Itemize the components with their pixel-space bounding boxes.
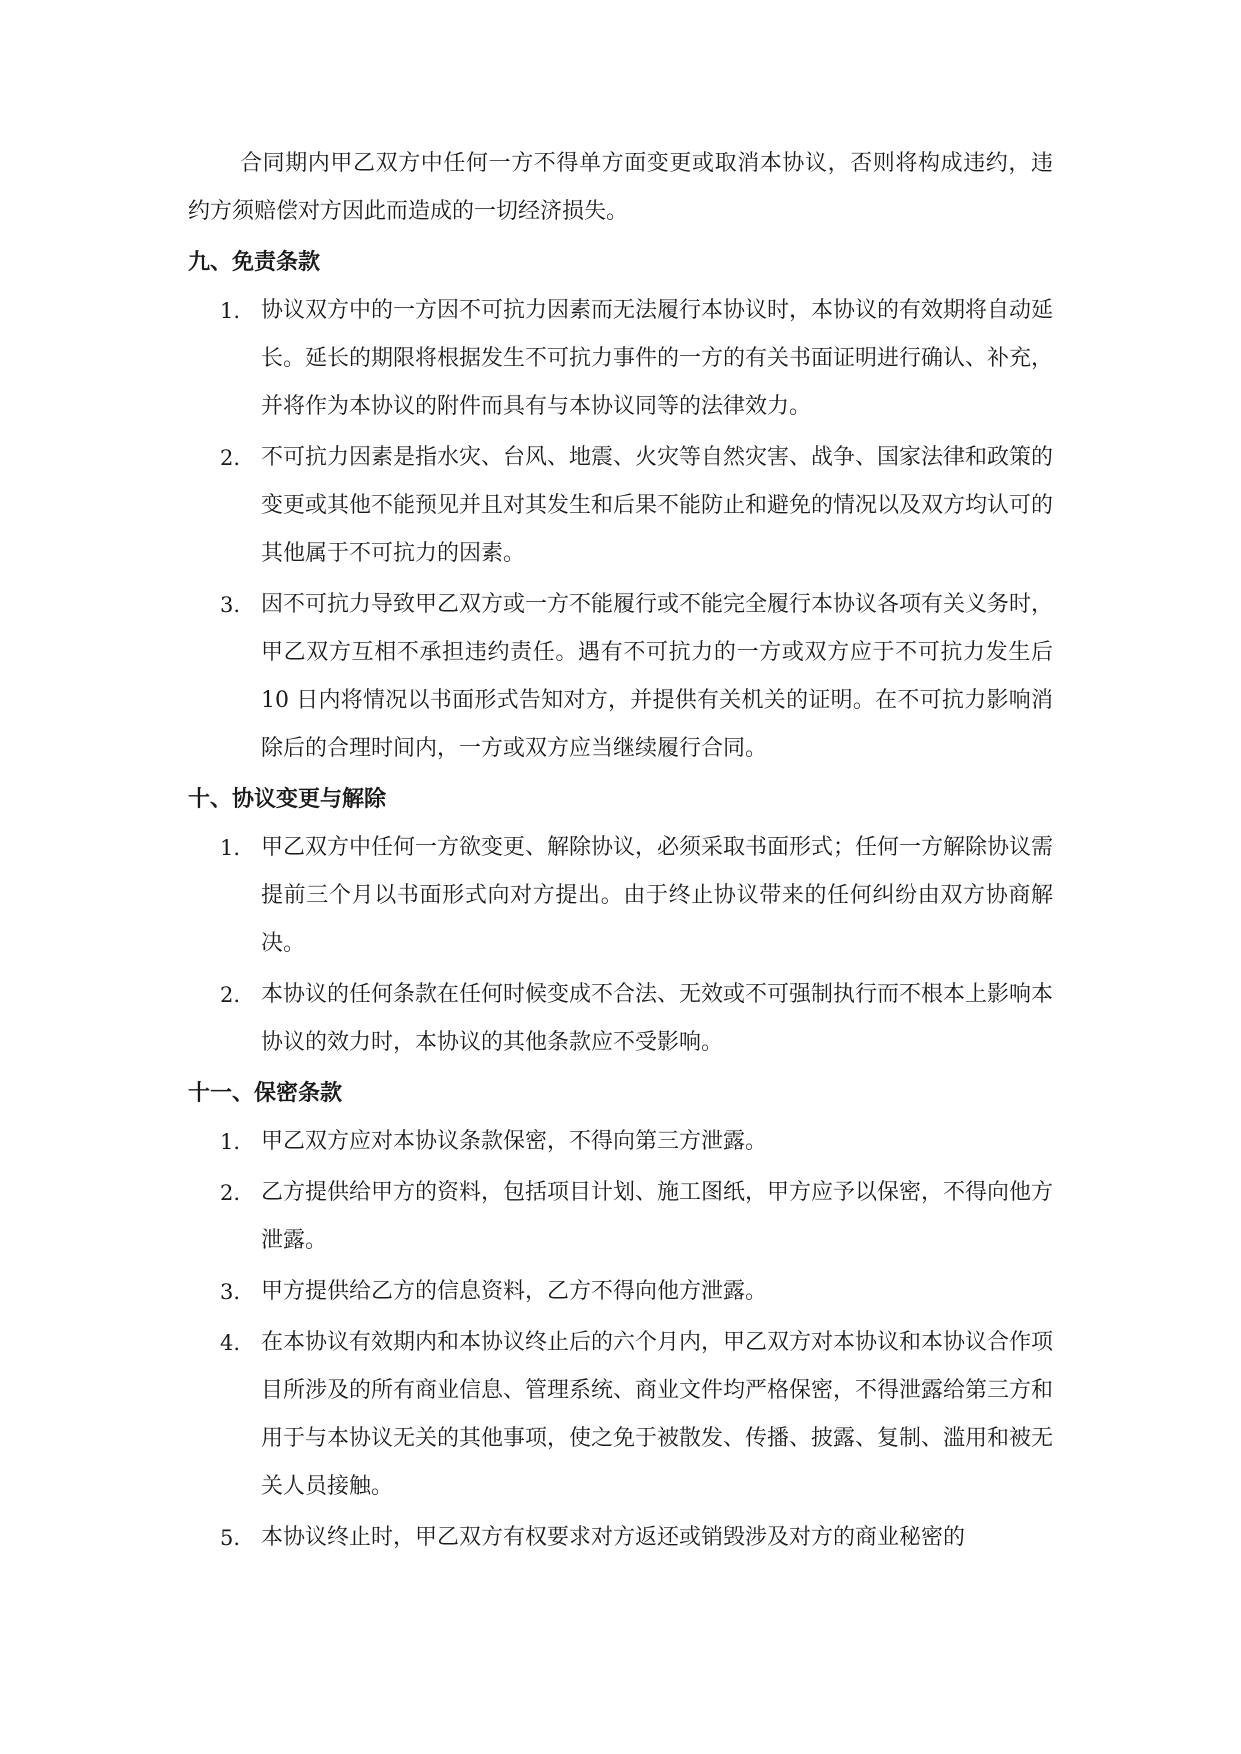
section-heading: 九、免责条款 xyxy=(188,250,321,275)
item-text: 协议双方中的一方因不可抗力因素而无法履行本协议时，本协议的有效期将自动延长。延长的期限将根据发生不可抗力事件的一方的有关书面证明进行确认、补充，并将作为本协议的附件而具有与本协议同等的法律效力。 xyxy=(261,298,1054,419)
list-item xyxy=(188,1514,1053,1562)
clause-list xyxy=(188,1118,1053,1562)
list-item xyxy=(188,1268,1053,1316)
section-disclaimer xyxy=(188,239,1053,773)
list-item xyxy=(188,287,1053,431)
item-number: 3. xyxy=(220,1280,241,1304)
item-number: 1. xyxy=(220,299,241,323)
section-amendment-termination xyxy=(188,776,1053,1067)
clause-list xyxy=(188,287,1053,773)
list-item xyxy=(188,434,1053,578)
item-text: 不可抗力因素是指水灾、台风、地震、火灾等自然灾害、战争、国家法律和政策的变更或其他不能预见并且对其发生和后果不能防止和避免的情况以及双方均认可的其他属于不可抗力的因素。 xyxy=(261,445,1054,566)
item-number: 4. xyxy=(220,1331,241,1355)
item-text: 因不可抗力导致甲乙双方或一方不能履行或不能完全履行本协议各项有关义务时，甲乙双方互相不承担违约责任。遇有不可抗力的一方或双方应于不可抗力发生后 10 日内将情况以书面形式告知对方，并提供有关机关的证明。在不可抗力影响消除后的合理时间内，一方或双方应当继续履行合同。 xyxy=(261,592,1054,761)
clause-list xyxy=(188,824,1053,1067)
list-item xyxy=(188,1169,1053,1265)
list-item xyxy=(188,824,1053,968)
intro-paragraph: 合同期内甲乙双方中任何一方不得单方面变更或取消本协议，否则将构成违约，违约方须赔偿对方因此而造成的一切经济损失。 xyxy=(188,151,1053,224)
item-number: 3. xyxy=(220,593,241,617)
item-text: 本协议的任何条款在任何时候变成不合法、无效或不可强制执行而不根本上影响本协议的效力时，本协议的其他条款应不受影响。 xyxy=(261,982,1054,1055)
item-number: 2. xyxy=(220,983,241,1007)
list-item xyxy=(188,971,1053,1067)
list-item xyxy=(188,1319,1053,1511)
section-heading: 十、协议变更与解除 xyxy=(188,787,387,812)
item-number: 1. xyxy=(220,1130,241,1154)
item-text: 在本协议有效期内和本协议终止后的六个月内，甲乙双方对本协议和本协议合作项目所涉及的所有商业信息、管理系统、商业文件均严格保密，不得泄露给第三方和用于与本协议无关的其他事项，使之免于被散发、传播、披露、复制、滥用和被无关人员接触。 xyxy=(261,1330,1054,1499)
item-number: 2. xyxy=(220,446,241,470)
item-text: 甲乙双方中任何一方欲变更、解除协议，必须采取书面形式；任何一方解除协议需提前三个月以书面形式向对方提出。由于终止协议带来的任何纠纷由双方协商解决。 xyxy=(261,835,1054,956)
item-number: 2. xyxy=(220,1181,241,1205)
section-confidentiality xyxy=(188,1070,1053,1562)
list-item xyxy=(188,581,1053,773)
item-text: 乙方提供给甲方的资料，包括项目计划、施工图纸，甲方应予以保密，不得向他方泄露。 xyxy=(261,1180,1054,1253)
item-text: 甲方提供给乙方的信息资料，乙方不得向他方泄露。 xyxy=(261,1279,768,1304)
item-text: 本协议终止时，甲乙双方有权要求对方返还或销毁涉及对方的商业秘密的 xyxy=(261,1525,966,1550)
section-heading: 十一、保密条款 xyxy=(188,1081,343,1106)
item-text: 甲乙双方应对本协议条款保密，不得向第三方泄露。 xyxy=(261,1129,768,1154)
list-item xyxy=(188,1118,1053,1166)
item-number: 5. xyxy=(220,1526,241,1550)
item-number: 1. xyxy=(220,836,241,860)
